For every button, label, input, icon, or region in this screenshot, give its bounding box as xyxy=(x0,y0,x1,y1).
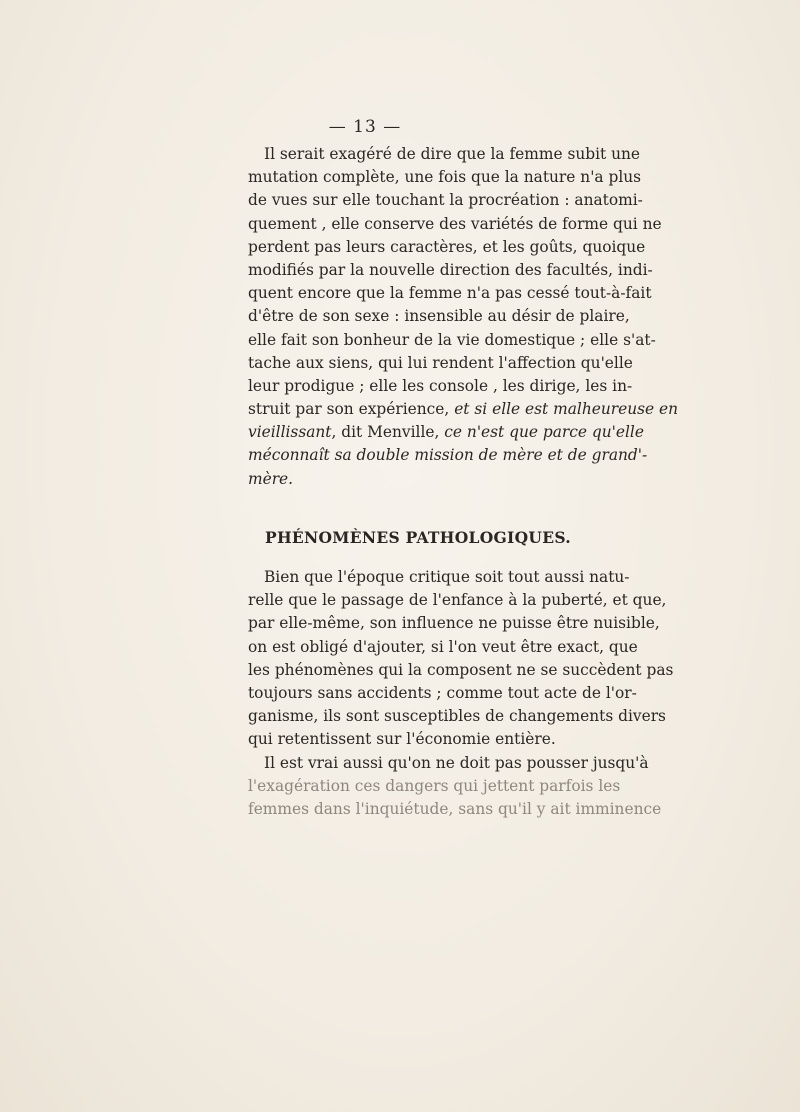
text-line-mixed xyxy=(248,421,644,444)
text-line-mixed xyxy=(248,398,679,421)
text-line: de vues sur elle touchant la procréation : anatomi- xyxy=(248,191,643,210)
text-line: qui retentissent sur l'économie entière. xyxy=(248,730,556,749)
text-segment: , dit Menville, xyxy=(331,423,440,442)
italic-quote-line: méconnaît sa double mission de mère et de grand'- xyxy=(248,446,648,465)
text-line: Bien que l'époque critique soit tout aussi natu- xyxy=(264,568,630,586)
text-line: ganisme, ils sont susceptibles de changements divers xyxy=(248,707,666,726)
text-line: femmes dans l'inquiétude, sans qu'il y ait imminence xyxy=(248,799,662,818)
text-line: leur prodigue ; elle les console , les dirige, les in- xyxy=(248,376,633,395)
paragraph-2 xyxy=(248,566,674,821)
text-line: on est obligé d'ajouter, si l'on veut être exact, que xyxy=(248,637,638,656)
italic-quote-segment: ce n'est que parce qu'elle xyxy=(444,423,644,442)
text-line: tache aux siens, qui lui rendent l'affection qu'elle xyxy=(248,353,633,372)
italic-quote-segment: et si elle est malheureuse en xyxy=(454,400,679,419)
text-line: elle fait son bonheur de la vie domestique ; elle s'at- xyxy=(248,330,656,349)
italic-quote-segment: vieillissant xyxy=(248,423,332,442)
text-line: relle que le passage de l'enfance à la puberté, et que, xyxy=(248,591,667,610)
text-line: par elle-même, son influence ne puisse être nuisible, xyxy=(248,614,660,633)
text-line: toujours sans accidents ; comme tout acte de l'or- xyxy=(248,683,637,702)
text-line: l'exagération ces dangers qui jettent parfois les xyxy=(248,776,621,795)
page-number: — 13 — xyxy=(328,117,402,137)
section-heading: PHÉNOMÈNES PATHOLOGIQUES. xyxy=(265,528,571,547)
text-line: modifiés par la nouvelle direction des facultés, indi- xyxy=(248,260,653,279)
text-line: Il serait exagéré de dire que la femme subit une xyxy=(264,145,641,163)
text-line: d'être de son sexe : insensible au désir de plaire, xyxy=(248,307,630,326)
text-segment: struit par son expérience, xyxy=(248,400,450,419)
text-line: quent encore que la femme n'a pas cessé tout-à-fait xyxy=(248,284,652,303)
italic-quote-line: mère. xyxy=(248,469,294,488)
paragraph-1 xyxy=(248,143,679,491)
text-line: Il est vrai aussi qu'on ne doit pas pousser jusqu'à xyxy=(264,753,649,772)
text-line: perdent pas leurs caractères, et les goûts, quoique xyxy=(248,237,646,256)
text-line: mutation complète, une fois que la nature n'a plus xyxy=(248,168,642,187)
text-line: quement , elle conserve des variétés de forme qui ne xyxy=(248,214,662,233)
text-line: les phénomènes qui la composent ne se succèdent pas xyxy=(248,660,674,679)
